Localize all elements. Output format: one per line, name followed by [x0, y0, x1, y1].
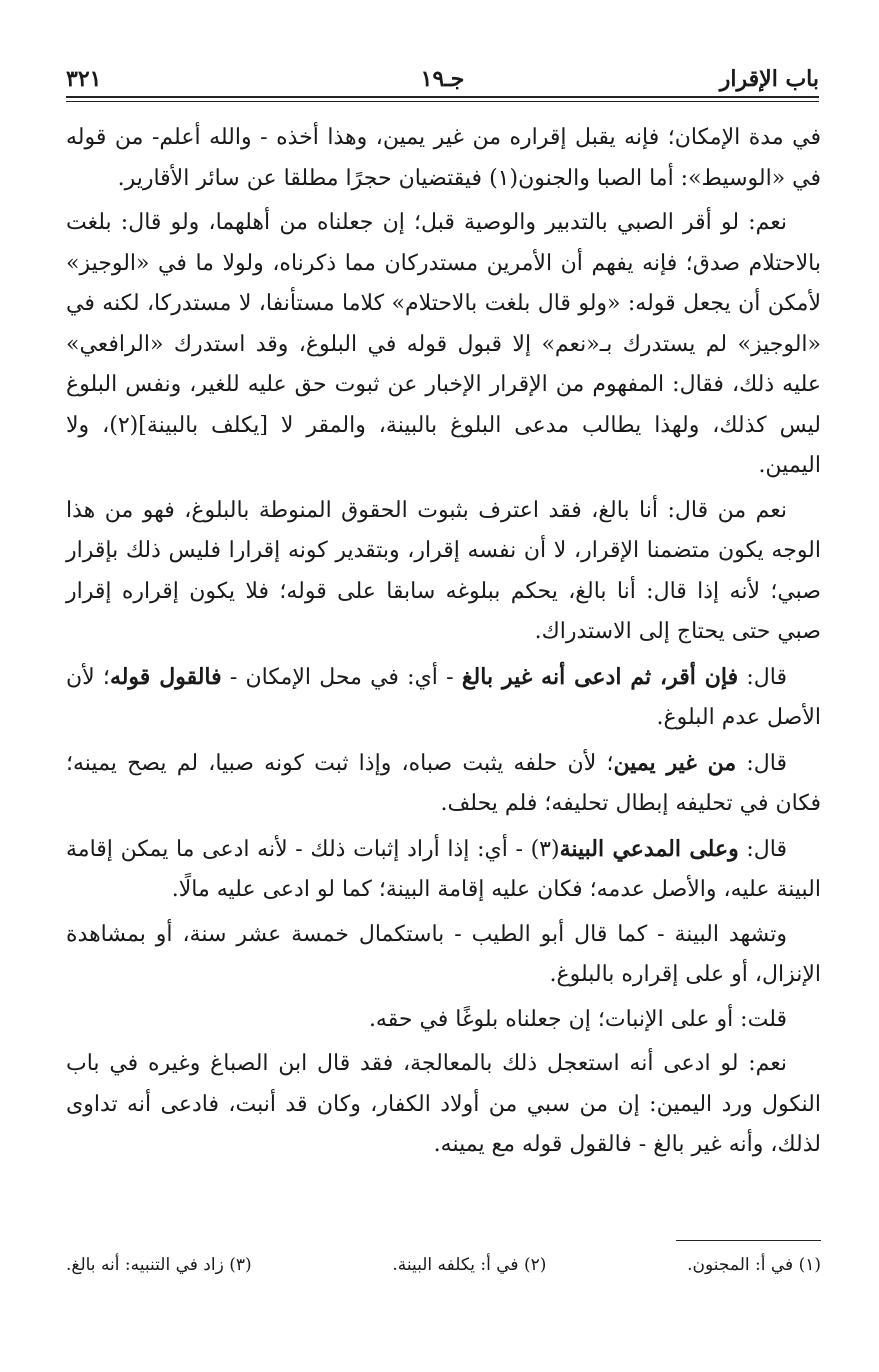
paragraph: [66, 1044, 821, 1166]
header-rule: [66, 96, 819, 98]
paragraph: [66, 203, 821, 487]
bold-quote: فالقول قوله: [109, 663, 222, 690]
paragraph: [66, 657, 821, 739]
text-run: ؛ لأن الأصل عدم البلوغ.: [66, 664, 821, 730]
bold-quote: من غير يمين: [613, 749, 737, 776]
text-run: قلت: أو على الإنبات؛ إن جعلناه بلوغًا في حقه.: [368, 1006, 787, 1032]
footnote-separator: [676, 1240, 821, 1241]
text-run: قال:: [738, 836, 788, 862]
text-run: نعم من قال: أنا بالغ، فقد اعترف بثبوت الحقوق المنوطة بالبلوغ، فهو من هذا الوجه يكون متضمنا الإقرار، لا أن نفسه إقرار، وبتقدير كونه إقرارا فليس ذلك بإقرار صبي؛ لأنه إذا قال: أنا بالغ، يحكم ببلوغه سابقا على قوله؛ فلا يكون إقراره إقرار صبي حتى يحتاج إلى الاستدراك.: [66, 497, 821, 644]
text-run: وتشهد البينة - كما قال أبو الطيب - باستكمال خمسة عشر سنة، أو بمشاهدة الإنزال، أو على إقراره بالبلوغ.: [66, 921, 821, 987]
footnotes: [66, 1255, 821, 1275]
paragraph: [66, 1000, 821, 1041]
body-text: [66, 118, 821, 1170]
paragraph: [66, 743, 821, 825]
footnote-1: (١) في أ: المجنون.: [687, 1255, 821, 1275]
page-number: ٣٢١: [66, 66, 102, 92]
text-run: - أي: في محل الإمكان -: [221, 664, 462, 690]
paragraph: [66, 491, 821, 653]
text-run: نعم: لو ادعى أنه استعجل ذلك بالمعالجة، فقد قال ابن الصباغ وغيره في باب النكول ورد اليمين: إن من سبي من أولاد الكفار، وكان قد أنبت، فادعى أنه تداوى لذلك، وأنه غير بالغ - فالقول قوله مع يمينه.: [66, 1051, 821, 1157]
paragraph: [66, 915, 821, 996]
text-run: نعم: لو أقر الصبي بالتدبير والوصية قبل؛ إن جعلناه من أهلهما، ولو قال: بلغت بالاحتلام صدق؛ فإنه يفهم أن الأمرين مستدركان مما ذكرناه، ولولا ما في «الوجيز» لأمكن أن يجعل قوله: «ولو قال بلغت بالاحتلام» كلاما مستأنفا، لا مستدركا، لكنه في «الوجيز» لم يستدرك بـ«نعم» إلا قبول قوله في البلوغ، وقد استدرك «الرافعي» عليه ذلك، فقال: المفهوم من الإقرار الإخبار عن ثبوت حق عليه للغير، ونفس البلوغ ليس كذلك، ولهذا يطالب مدعى البلوغ بالبينة، والمقر لا [يكلف بالبينة](٢)، ولا اليمين.: [66, 210, 821, 478]
text-run: (٣) - أي: إذا أراد إثبات ذلك - لأنه ادعى ما يمكن إقامة البينة عليه، والأصل عدمه؛ فكان عليه إقامة البينة؛ كما لو ادعى عليه مالًا.: [66, 836, 821, 902]
paragraph: [66, 829, 821, 911]
text-run: في مدة الإمكان؛ فإنه يقبل إقراره من غير يمين، وهذا أخذه - والله أعلم- من قوله في «الوسيط»: أما الصبا والجنون(١) فيقتضيان حجرًا مطلقا عن سائر الأقارير.: [66, 125, 821, 191]
text-run: قال:: [736, 750, 788, 776]
volume-label: جـ١٩: [420, 66, 465, 92]
footnote-3: (٣) زاد في التنبيه: أنه بالغ.: [66, 1255, 252, 1275]
text-run: ؛ لأن حلفه يثبت صباه، وإذا ثبت كونه صبيا، لم يصح يمينه؛ فكان في تحليفه إبطال تحليفه؛ فلم يحلف.: [66, 750, 821, 816]
paragraph: [66, 118, 821, 199]
header-rule-thin: [66, 101, 819, 102]
page-header: [66, 56, 819, 92]
bold-quote: فإن أقر، ثم ادعى أنه غير بالغ: [461, 663, 739, 690]
bold-quote: وعلى المدعي البينة: [559, 835, 739, 862]
text-run: قال:: [738, 664, 788, 690]
chapter-title: باب الإقرار: [719, 66, 819, 92]
footnote-2: (٢) في أ: يكلفه البينة.: [392, 1255, 547, 1275]
